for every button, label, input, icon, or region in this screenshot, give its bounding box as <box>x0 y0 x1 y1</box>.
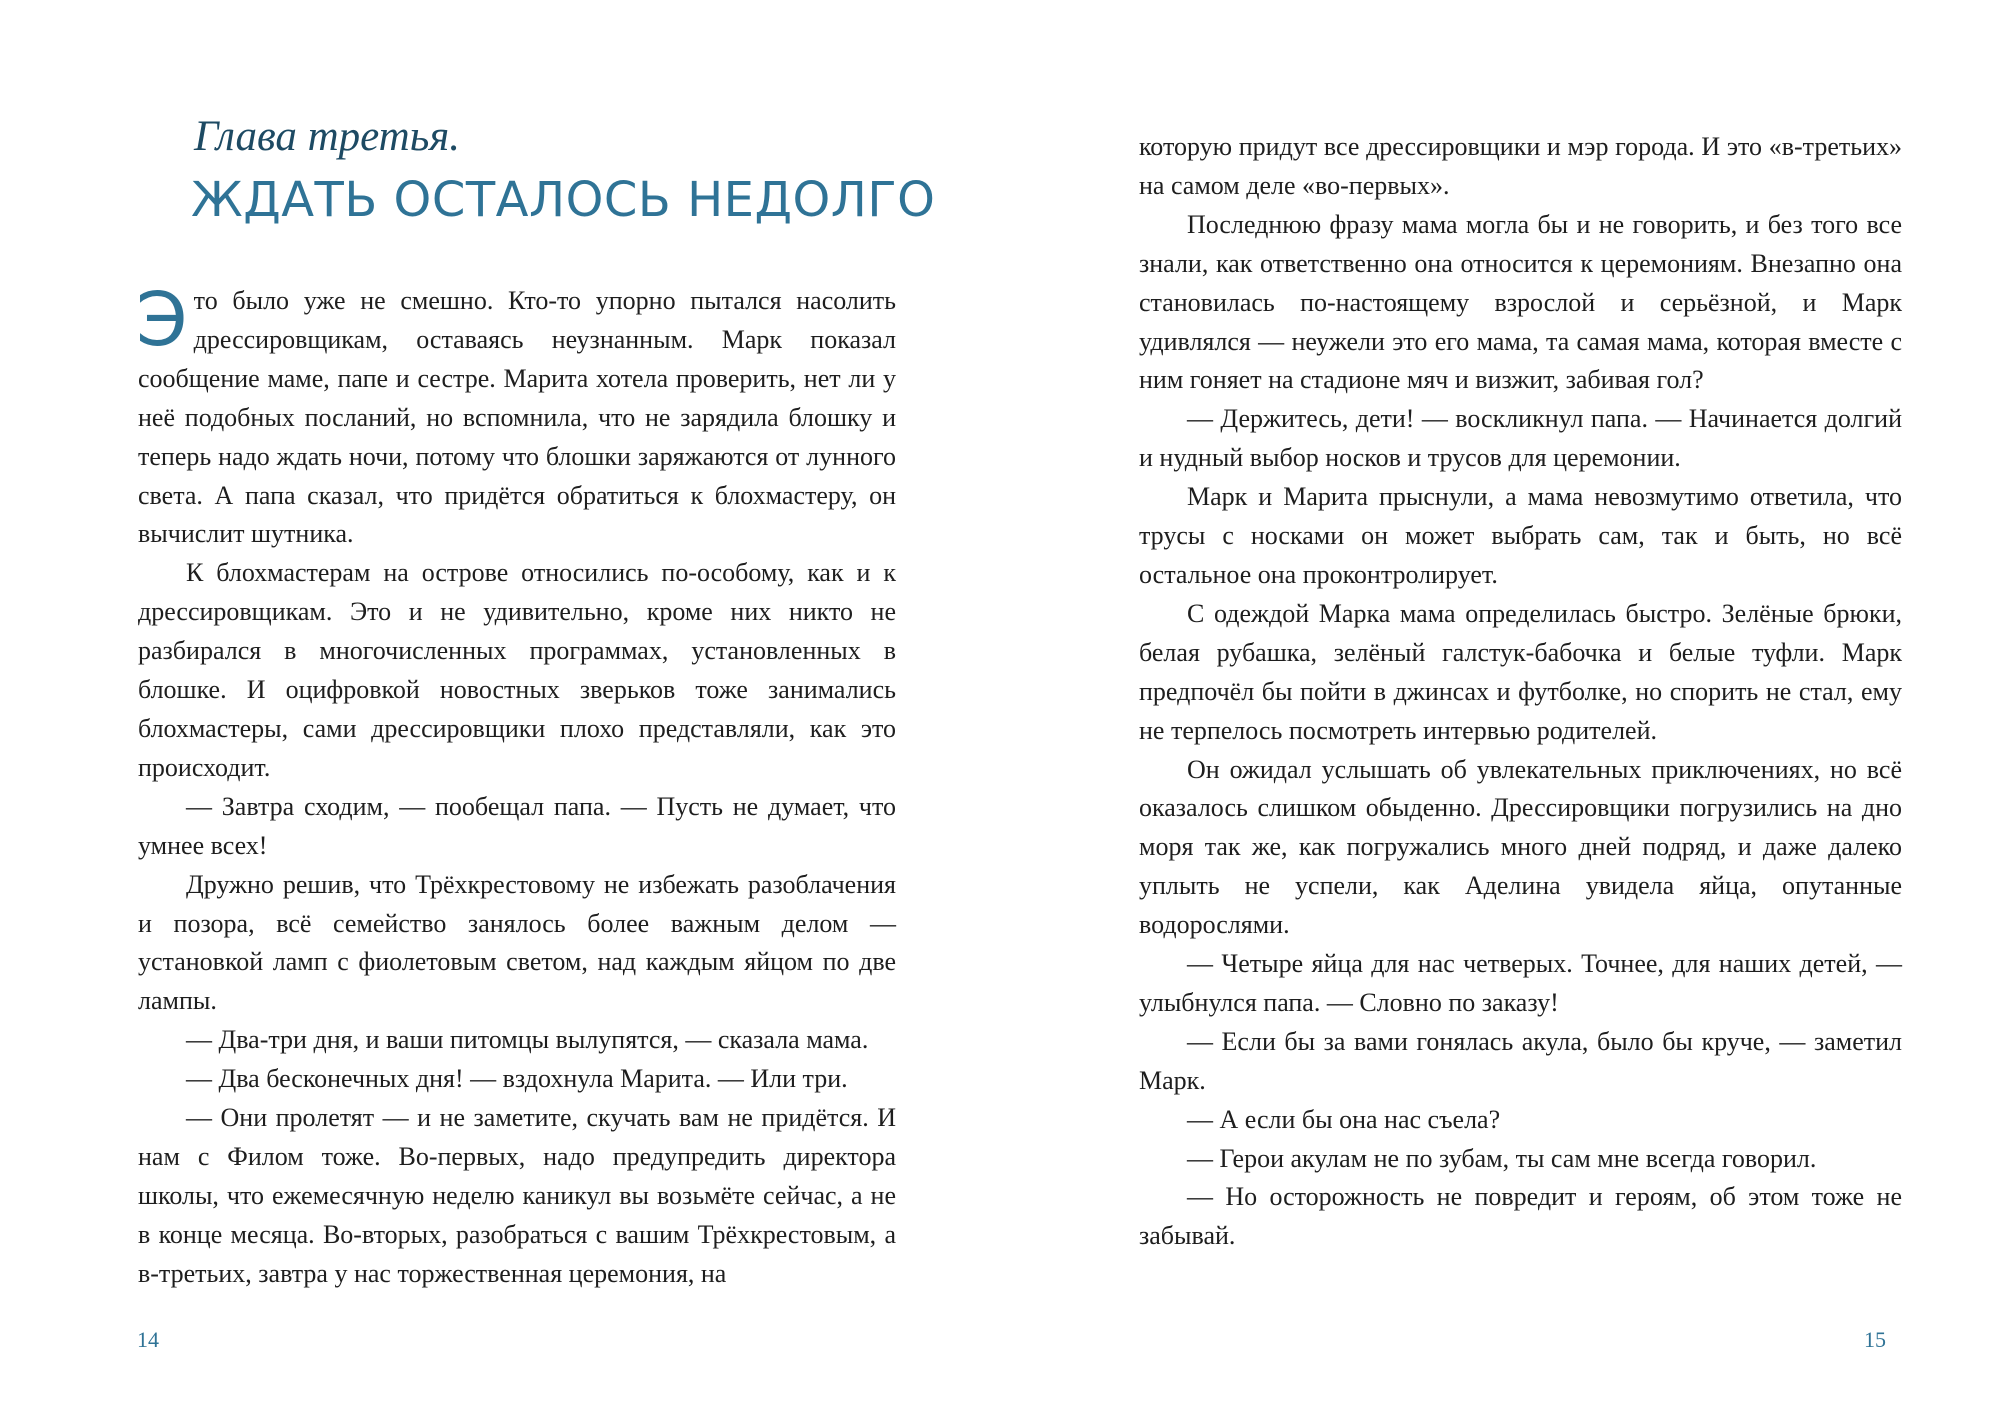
paragraph: — Четыре яйца для нас четверых. Точнее, для наших детей, — улыбнулся папа. — Словно по заказу! <box>1139 949 1902 1017</box>
paragraph: — Завтра сходим, — пообещал папа. — Пусть не думает, что умнее всех! <box>138 791 896 860</box>
left-page-body <box>136 277 896 1294</box>
page-number: 15 <box>1864 1327 1886 1352</box>
paragraph: — А если бы она нас съела? <box>1187 1104 1501 1134</box>
paragraph: — Но осторожность не повредит и героям, об этом тоже не забывай. <box>1139 1182 1902 1251</box>
right-page <box>1004 0 2008 1418</box>
paragraph: — Держитесь, дети! — воскликнул папа. — Начинается долгий и нудный выбор носков и трусов для церемонии. <box>1139 404 1902 473</box>
paragraph: — Два бесконечных дня! — вздохнула Марита. — Или три. <box>186 1064 848 1094</box>
page-number: 14 <box>137 1327 159 1352</box>
paragraph: Дружно решив, что Трёхкрестовому не избежать разоблачения и позора, всё семейство занялось более важным делом — установкой ламп с фиолетовым светом, над каждым яйцом по две лампы. <box>138 869 896 1016</box>
chapter-label: Глава третья. <box>194 113 460 160</box>
paragraph-continuation: которую придут все дрессировщики и мэр города. И это «в-третьих» на самом деле «во-первых». <box>1139 132 1902 200</box>
paragraph: Он ожидал услышать об увлекательных приключениях, но всё оказалось слишком обыденно. Дрессировщики погрузились на дно моря так же, как погружались много дней подряд, и даже далеко уплыть не успели, как Аделина увидела яйца, опутанные водорослями. <box>1139 754 1902 940</box>
paragraph: Последнюю фразу мама могла бы и не говорить, и без того все знали, как ответственно она относится к церемониям. Внезапно она становилась по-настоящему взрослой и серьёзной, и Марк удивлялся — неужели это его мама, та самая мама, которая вместе с ним гоняет на стадионе мяч и визжит, забивая гол? <box>1139 209 1902 395</box>
paragraph: — Они пролетят — и не заметите, скучать вам не придётся. И нам с Филом тоже. Во-первых, надо предупредить директора школы, что ежемесячную неделю каникул вы возьмёте сейчас, а не в конце месяца. Во-вторых, разобраться с вашим Трёхкрестовым, а в-третьих, завтра у нас торжественная церемония, на <box>138 1103 896 1288</box>
paragraph <box>136 277 896 554</box>
paragraph: — Два-три дня, и ваши питомцы вылупятся, — сказала мама. <box>186 1025 869 1055</box>
paragraph: — Герои акулам не по зубам, ты сам мне всегда говорил. <box>1187 1143 1817 1173</box>
paragraph: С одеждой Марка мама определилась быстро. Зелёные брюки, белая рубашка, зелёный галстук-бабочка и белые туфли. Марк предпочёл бы пойти в джинсах и футболке, но спорить не стал, ему не терпелось посмотреть интервью родителей. <box>1139 598 1902 745</box>
paragraph: — Если бы за вами гонялась акула, было бы круче, — заметил Марк. <box>1139 1026 1902 1095</box>
paragraph-text: то было уже не смешно. Кто-то упорно пытался насолить дрессировщикам, оставаясь неузнанным. Марк показал сообщение маме, папе и сестре. Марита хотела проверить, нет ли у неё подобных посланий, но вспомнила, что не зарядила блошку и теперь надо ждать ночи, потому что блошки заряжаются от лунного света. А папа сказал, что придётся обратиться к блохмастеру, он вычислит шутника. <box>138 286 896 549</box>
paragraph: Марк и Марита прыснули, а мама невозмутимо ответила, что трусы с носками он может выбрать сам, так и быть, но всё остальное она проконтролирует. <box>1139 482 1902 589</box>
paragraph: К блохмастерам на острове относились по-особому, как и к дрессировщикам. Это и не удивительно, кроме них никто не разбирался в многочисленных программах, установленных в блошке. И оцифровкой новостных зверьков тоже занимались блохмастеры, сами дрессировщики плохо представляли, как это происходит. <box>138 558 896 782</box>
chapter-title: ЖДАТЬ ОСТАЛОСЬ НЕДОЛГО <box>191 172 936 228</box>
drop-cap: Э <box>136 277 188 363</box>
right-page-body <box>1139 128 1902 1256</box>
